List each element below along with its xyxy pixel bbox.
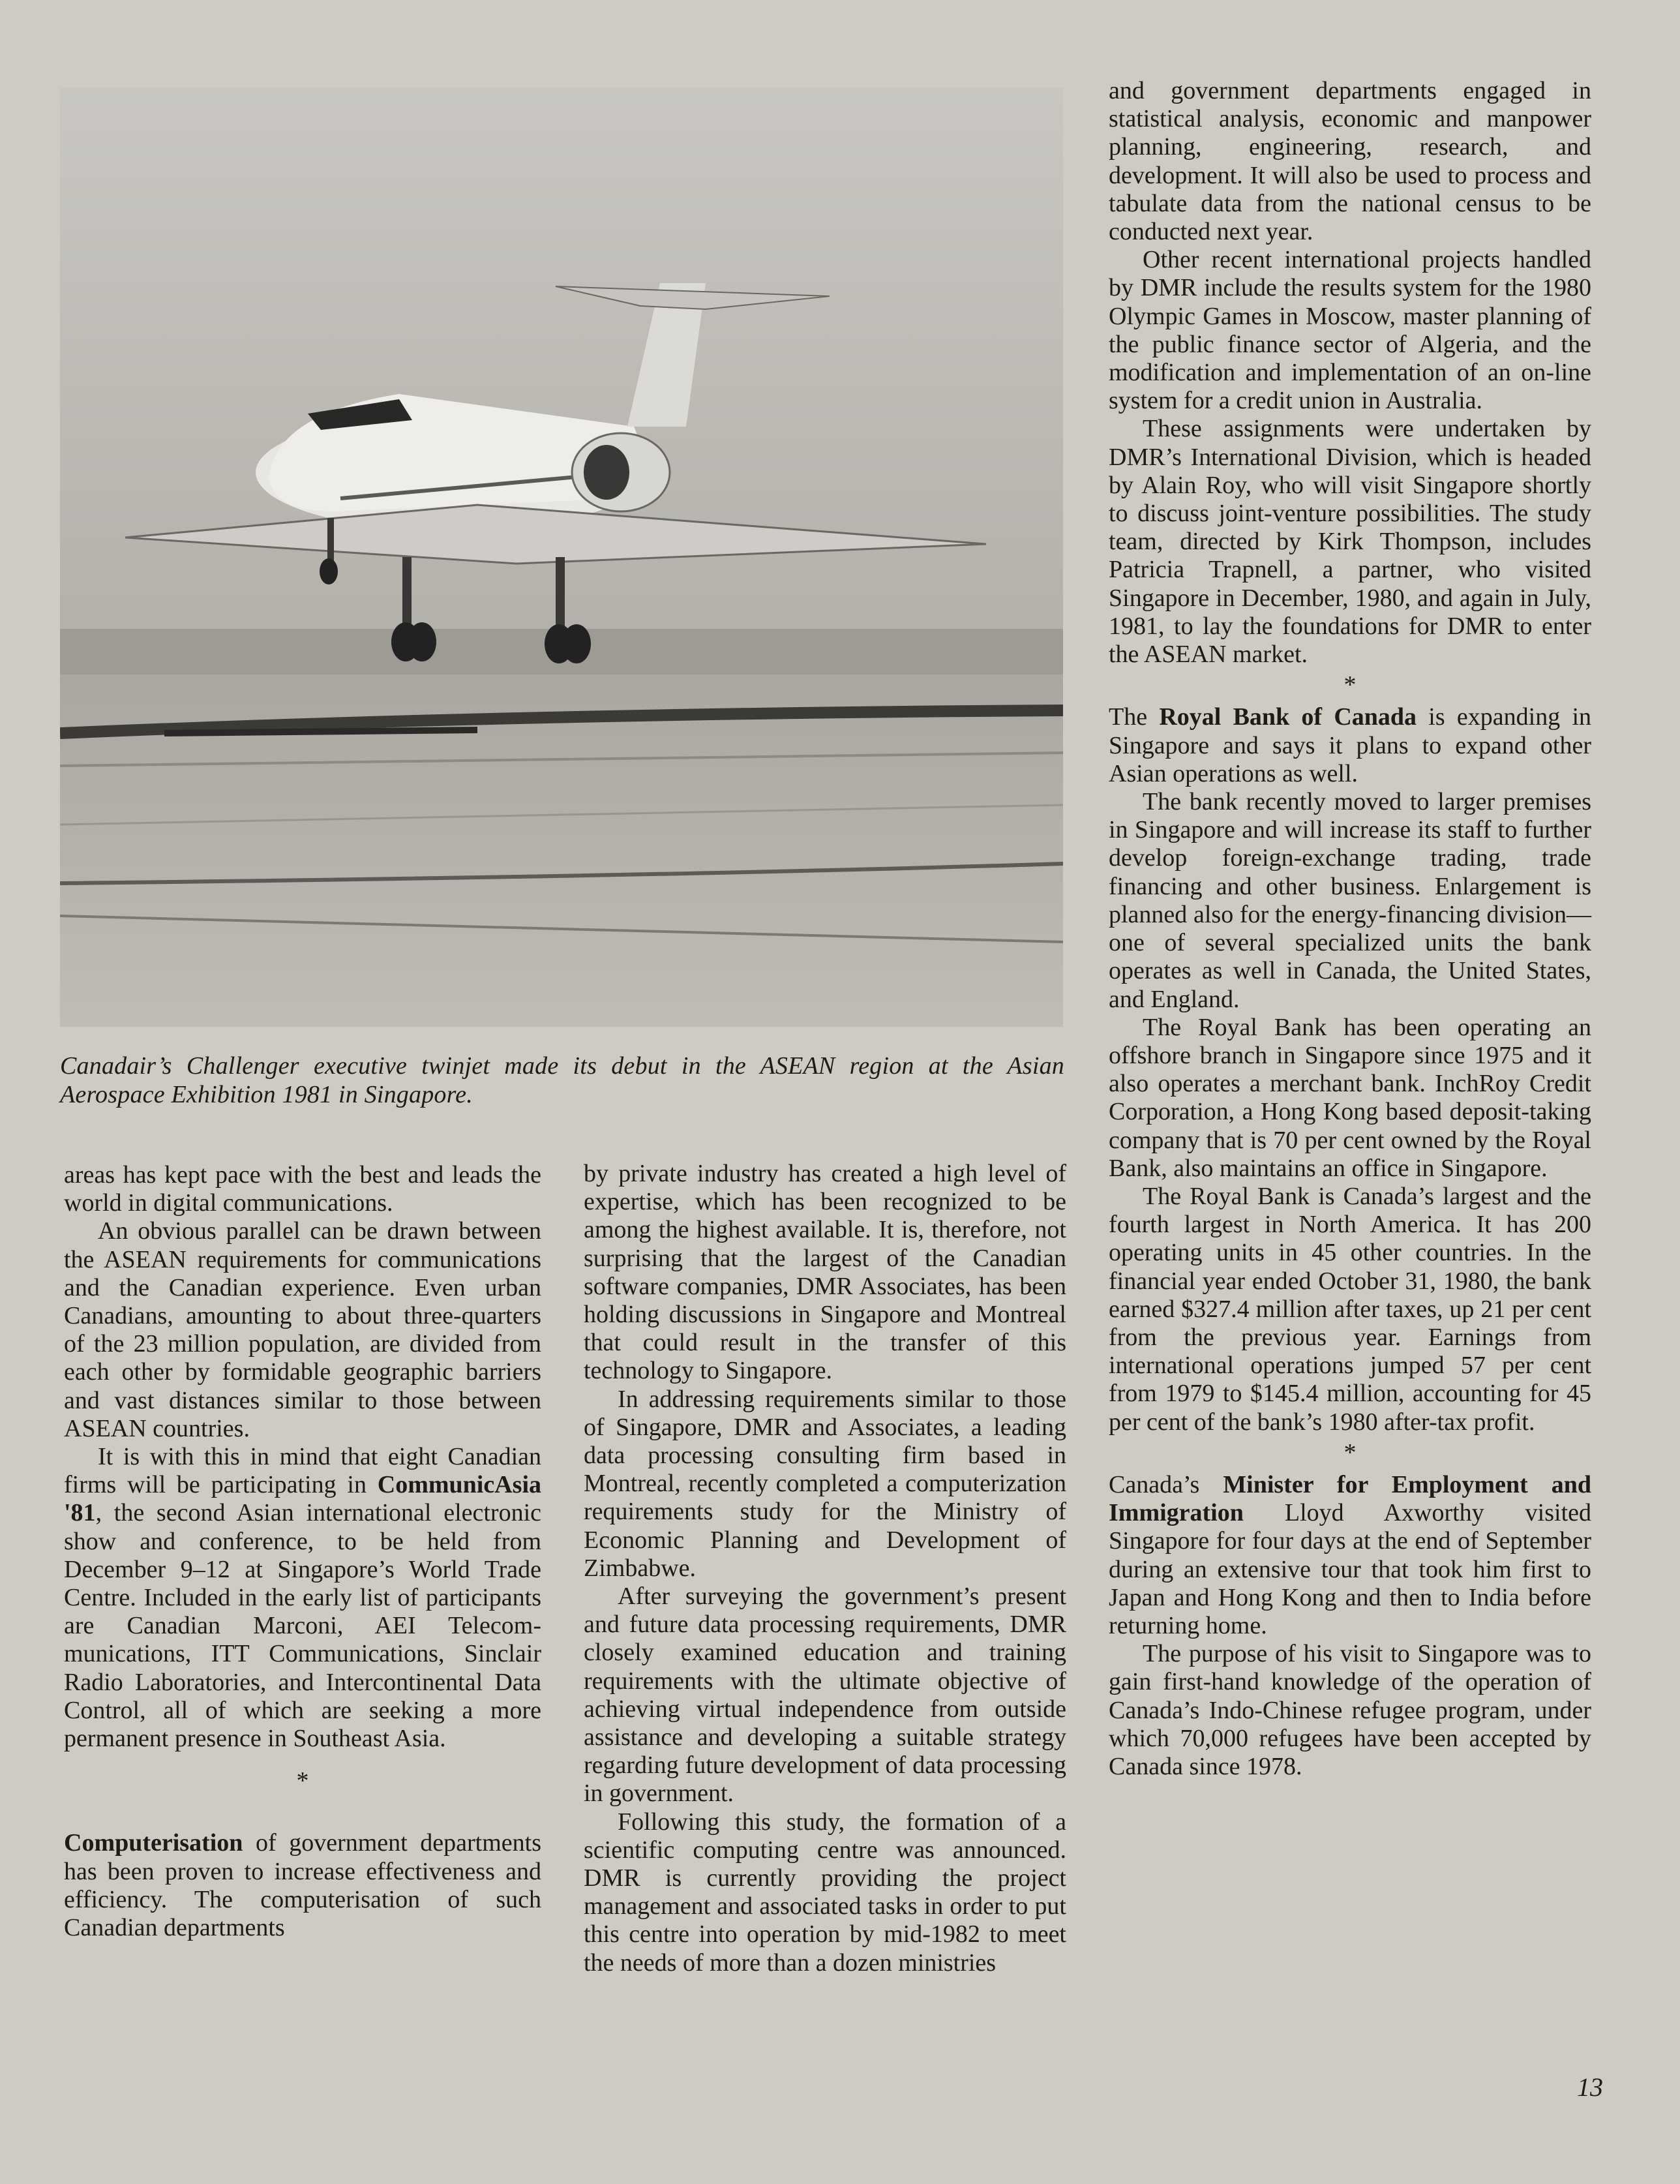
text-run: It is with this in mind that eight Canadian firms will be participating in (64, 1443, 541, 1499)
paragraph: The purpose of his visit to Singapore was to gain first-hand knowledge of the operation of Canada’s Indo-Chinese refugee program, under which 70,000 refugees have been accepted by Canada since 1978. (1109, 1640, 1591, 1780)
paragraph: and government departments engaged in statistical analysis, economic and manpower planning, engineering, research, and development. It will also be used to process and tabulate data from the national census to be conducted next year. (1109, 77, 1591, 246)
column-2 (584, 1160, 1066, 1977)
paragraph (1109, 1471, 1591, 1640)
text-run: Canada’s (1109, 1470, 1223, 1498)
paragraph (64, 1443, 541, 1753)
text-run: Lloyd Axworthy visited Singapore for four days at the end of September during an extensive tour that took him first to Japan and Hong Kong and then to India before returning home. (1109, 1499, 1591, 1639)
text-run: The (1109, 703, 1160, 731)
paragraph: An obvious parallel can be drawn between the ASEAN requirements for communications and the Canadian experience. Even urban Canadians, amounting to about three-quarters of the 23 million population, are divided from each other by formidable geographic barriers and vast distances similar to those between ASEAN countries. (64, 1217, 541, 1442)
paragraph (64, 1829, 541, 1942)
paragraph: These assignments were undertaken by DMR’s International Division, which is headed by Alain Roy, who will visit Singapore shortly to discuss joint-venture possibilities. The study team, directed by Kirk Thompson, includes Patricia Trapnell, a partner, who visited Singapore in December, 1980, and again in July, 1981, to lay the foundations for DMR to enter the ASEAN market. (1109, 415, 1591, 669)
aircraft-illustration (60, 87, 1063, 1027)
bold-term: Royal Bank of Canada (1159, 703, 1417, 731)
column-1 (64, 1161, 541, 1942)
section-separator: * (296, 1767, 309, 1795)
text-run: , the second Asian international electronic show and conference, to be held from December 9–12 at Singapore’s World Trade Centre. Included in the early list of participants are Canadian Marconi, AEI Telecommunications, ITT Communications, Sinclair Radio Laboratories, and Intercontinental Data Control, all of which are seeking a more permanent presence in Southeast Asia. (64, 1499, 541, 1753)
page-number: 13 (1577, 2072, 1603, 2102)
text-run: of government departments has been proven to increase effectiveness and efficiency. The computerisation of such Canadian departments (64, 1829, 541, 1942)
column-3 (1109, 77, 1591, 1781)
paragraph (1109, 703, 1591, 788)
paragraph: Following this study, the formation of a scientific computing centre was announced. DMR is currently providing the project management and associated tasks in order to put this centre into operation by mid-1982 to meet the needs of more than a dozen ministries (584, 1808, 1066, 1977)
paragraph: by private industry has created a high level of expertise, which has been recognized to be among the highest available. It is, therefore, not surprising that the largest of the Canadian software companies, DMR Associates, has been holding discussions in Singapore and Montreal that could result in the transfer of this technology to Singapore. (584, 1160, 1066, 1385)
paragraph: Other recent international projects handled by DMR include the results system for the 1980 Olympic Games in Moscow, master planning of the public finance sector of Algeria, and the modification and implementation of an on-line system for a credit union in Australia. (1109, 246, 1591, 415)
paragraph: The Royal Bank has been operating an offshore branch in Singapore since 1975 and it also operates a merchant bank. InchRoy Credit Corporation, a Hong Kong based deposit-taking company that is 70 per cent owned by the Royal Bank, also maintains an office in Singapore. (1109, 1013, 1591, 1182)
bold-term: CommunicAsia '81 (64, 1471, 541, 1527)
section-separator: * (1343, 671, 1357, 699)
paragraph: areas has kept pace with the best and leads the world in digital communications. (64, 1161, 541, 1217)
aircraft-photo (60, 87, 1063, 1027)
photo-caption: Canadair’s Challenger executive twinjet made its debut in the ASEAN region at the Asian Aerospace Exhibition 1981 in Singapore. (60, 1052, 1064, 1108)
paragraph: The bank recently moved to larger premises in Singapore and will increase its staff to further develop foreign-exchange trading, trade financing and other business. Enlargement is planned also for the energy-financing division— one of several specialized units the bank operates as well in Canada, the United States, and England. (1109, 788, 1591, 1013)
section-separator: * (1343, 1438, 1357, 1466)
text-run: is expanding in Singapore and says it plans to expand other Asian operations as well. (1109, 703, 1591, 787)
bold-term: Minister for Employment and Immigration (1109, 1470, 1591, 1527)
paragraph: After surveying the government’s present and future data processing requirements, DMR closely examined education and training requirements with the ultimate objective of achieving virtual independence from outside assistance and developing a suitable strategy regarding future development of data processing in government. (584, 1583, 1066, 1808)
bold-term: Computerisation (64, 1829, 243, 1857)
paragraph: In addressing requirements similar to those of Singapore, DMR and Associates, a leading data processing consulting firm based in Montreal, recently completed a computerization requirements study for the Ministry of Economic Planning and Development of Zimbabwe. (584, 1385, 1066, 1582)
paragraph: The Royal Bank is Canada’s largest and the fourth largest in North America. It has 200 operating units in 45 other countries. In the financial year ended October 31, 1980, the bank earned $327.4 million after taxes, up 21 per cent from the previous year. Earnings from international operations jumped 57 per cent from 1979 to $145.4 million, accounting for 45 per cent of the bank’s 1980 after-tax profit. (1109, 1182, 1591, 1436)
